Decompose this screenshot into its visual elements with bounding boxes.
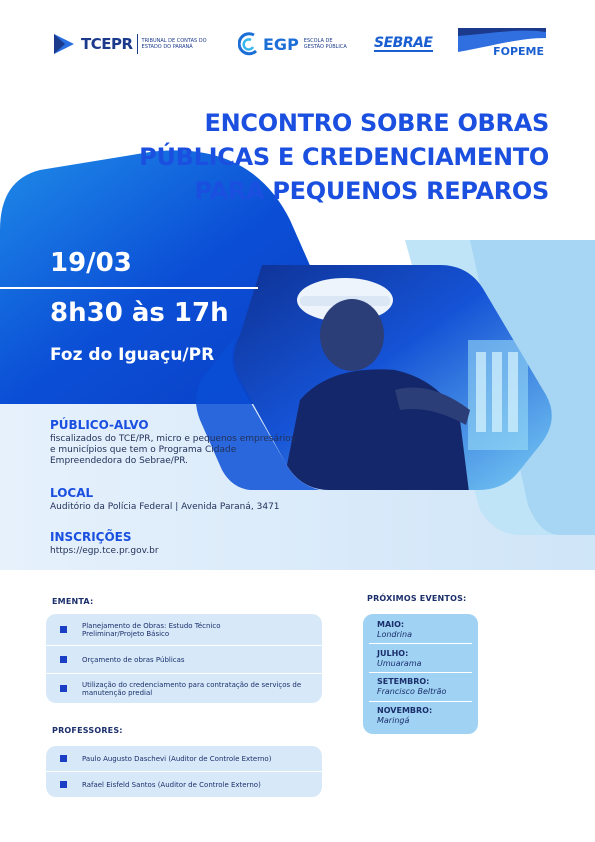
ementa-item: Planejamento de Obras: Estudo Técnico Preliminar/Projeto Básico: [82, 621, 221, 638]
egp-swirl-icon: [238, 32, 260, 56]
signup-url[interactable]: https://egp.tce.pr.gov.br: [50, 546, 159, 556]
list-item: [377, 620, 412, 640]
professores-card: [46, 746, 322, 797]
ementa-item: Orçamento de obras Públicas: [82, 655, 185, 664]
tce-pr-logo: [52, 26, 212, 62]
professor-item: Paulo Augusto Daschevi (Auditor de Controle Externo): [82, 754, 272, 763]
event-month: NOVEMBRO:: [377, 706, 433, 715]
date-divider: [0, 287, 258, 289]
list-item: [46, 746, 322, 772]
tce-triangle-icon: [52, 32, 76, 56]
egp-brand: EGP: [263, 34, 299, 54]
event-city: Francisco Beltrão: [377, 687, 447, 696]
event-date: 19/03: [50, 248, 132, 278]
square-bullet-icon: [60, 755, 67, 762]
event-month: MAIO:: [377, 620, 405, 629]
audience-block: [50, 418, 300, 467]
event-title: [99, 106, 549, 208]
event-place: Foz do Iguaçu/PR: [50, 345, 215, 365]
divider: [369, 672, 472, 673]
tce-separator: [137, 34, 138, 54]
square-bullet-icon: [60, 656, 67, 663]
square-bullet-icon: [60, 781, 67, 788]
title-line-1: ENCONTRO SOBRE OBRAS: [204, 109, 549, 137]
divider: [369, 701, 472, 702]
partner-logos: [0, 26, 595, 66]
event-time: 8h30 às 17h: [50, 298, 229, 328]
list-item: [46, 646, 322, 674]
local-label: LOCAL: [50, 486, 94, 500]
egp-logo: [238, 26, 352, 62]
signup-block: [50, 530, 300, 557]
event-city: Londrina: [377, 630, 412, 639]
event-city: Umuarama: [377, 659, 422, 668]
fopeme-logo: [458, 26, 546, 60]
title-line-2: PÚBLICAS E CREDENCIAMENTO: [139, 143, 549, 171]
square-bullet-icon: [60, 685, 67, 692]
signup-label: INSCRIÇÕES: [50, 530, 132, 544]
local-block: [50, 486, 340, 513]
sebrae-brand: SEBRAE: [374, 35, 433, 51]
ementa-card: [46, 614, 322, 703]
tce-subtitle: TRIBUNAL DE CONTAS DO ESTADO DO PARANÁ: [141, 38, 207, 50]
event-month: JULHO:: [377, 649, 409, 658]
tce-brand: TCEPR: [81, 35, 133, 53]
local-text: Auditório da Polícia Federal | Avenida Paraná, 3471: [50, 502, 280, 512]
event-month: SETEMBRO:: [377, 677, 430, 686]
professores-label: PROFESSORES:: [52, 726, 123, 735]
list-item: [46, 772, 322, 797]
sebrae-logo: [374, 26, 433, 62]
event-city: Maringá: [377, 716, 410, 725]
egp-subtitle: ESCOLA DE GESTÃO PÚBLICA: [303, 38, 347, 50]
list-item: [377, 649, 422, 669]
title-line-3: PARA PEQUENOS REPAROS: [194, 177, 549, 205]
list-item: [46, 614, 322, 646]
list-item: [377, 677, 446, 697]
proximos-label: PRÓXIMOS EVENTOS:: [367, 594, 467, 603]
list-item: [377, 706, 432, 726]
square-bullet-icon: [60, 626, 67, 633]
divider: [369, 643, 472, 644]
fopeme-brand: FOPEME: [493, 45, 544, 58]
list-item: [46, 674, 322, 703]
ementa-label: EMENTA:: [52, 597, 94, 606]
ementa-item: Utilização do credenciamento para contratação de serviços de manutenção predial: [82, 680, 302, 697]
proximos-card: [363, 614, 478, 734]
professor-item: Rafael Eisfeld Santos (Auditor de Controle Externo): [82, 780, 261, 789]
audience-text: fiscalizados do TCE/PR, micro e pequenos empresários e municípios que tem o Programa Cidade Empreendedora do Sebrae/PR.: [50, 434, 296, 466]
audience-label: PÚBLICO-ALVO: [50, 418, 149, 432]
